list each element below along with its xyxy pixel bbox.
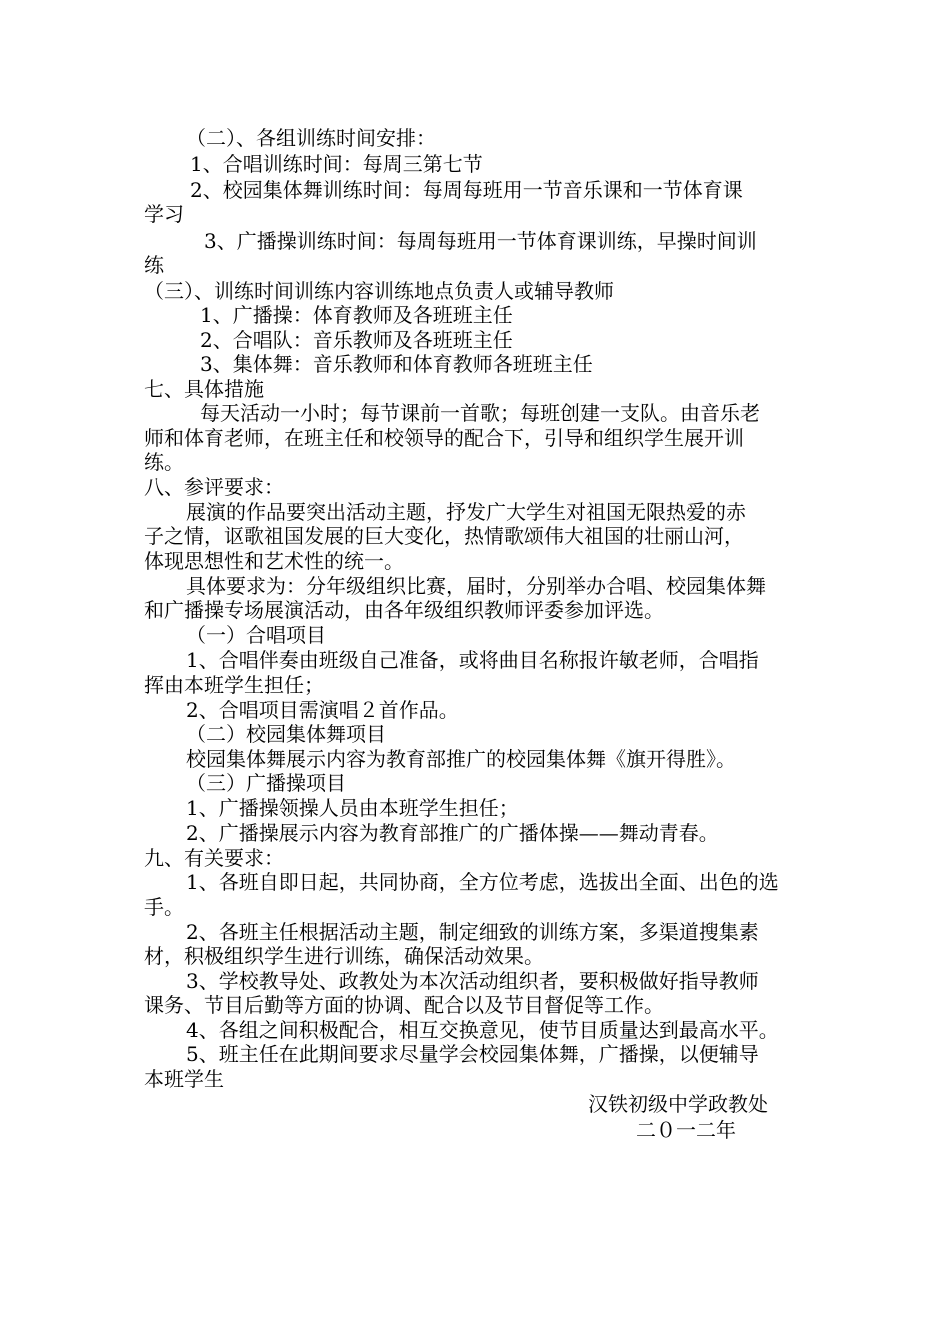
paragraph-line: 本班学生 <box>144 1067 224 1091</box>
paragraph-line: 手。 <box>144 895 184 919</box>
paragraph-line: 练 <box>144 253 164 277</box>
paragraph-line: 挥由本班学生担任； <box>144 673 324 697</box>
subsection-heading: （三）广播操项目 <box>186 771 346 795</box>
paragraph-line: 1、广播操：体育教师及各班班主任 <box>200 303 513 327</box>
paragraph-line: 5、班主任在此期间要求尽量学会校园集体舞，广播操，以便辅导 <box>186 1042 759 1066</box>
paragraph-line: 2、合唱队：音乐教师及各班班主任 <box>200 328 513 352</box>
paragraph-line: 练。 <box>144 450 184 474</box>
signature-organization: 汉铁初级中学政教处 <box>588 1092 768 1116</box>
paragraph-line: 师和体育老师，在班主任和校领导的配合下，引导和组织学生展开训 <box>144 426 744 450</box>
paragraph-line: 展演的作品要突出活动主题，抒发广大学生对祖国无限热爱的赤 <box>186 500 746 524</box>
paragraph-line: 体现思想性和艺术性的统一。 <box>144 549 404 573</box>
signature-date: 二０一二年 <box>636 1118 736 1142</box>
paragraph-line: 3、广播操训练时间：每周每班用一节体育课训练，早操时间训 <box>204 229 757 253</box>
paragraph-line: 1、各班自即日起，共同协商，全方位考虑，选拔出全面、出色的选 <box>186 870 779 894</box>
paragraph-line: 和广播操专场展演活动，由各年级组织教师评委参加评选。 <box>144 598 664 622</box>
paragraph-line: 材，积极组织学生进行训练，确保活动效果。 <box>144 944 544 968</box>
section-heading: 七、具体措施 <box>144 377 264 401</box>
paragraph-line: 学习 <box>144 202 184 226</box>
paragraph-line: 1、合唱训练时间：每周三第七节 <box>190 152 483 176</box>
paragraph-line: 子之情，讴歌祖国发展的巨大变化，热情歌颂伟大祖国的壮丽山河， <box>144 524 744 548</box>
paragraph-line: 3、学校教导处、政教处为本次活动组织者，要积极做好指导教师 <box>186 969 759 993</box>
section-heading: 九、有关要求： <box>144 846 284 870</box>
paragraph-line: 2、各班主任根据活动主题，制定细致的训练方案，多渠道搜集素 <box>186 920 759 944</box>
paragraph-line: 每天活动一小时；每节课前一首歌；每班创建一支队。由音乐老 <box>200 401 760 425</box>
paragraph-line: 1、广播操领操人员由本班学生担任； <box>186 796 519 820</box>
paragraph-line: 3、集体舞：音乐教师和体育教师各班班主任 <box>200 352 593 376</box>
paragraph-line: 校园集体舞展示内容为教育部推广的校园集体舞《旗开得胜》。 <box>186 747 736 771</box>
section-heading: （二）、各组训练时间安排： <box>186 126 436 150</box>
paragraph-line: 2、广播操展示内容为教育部推广的广播体操——舞动青春。 <box>186 821 719 845</box>
paragraph-line: 2、合唱项目需演唱２首作品。 <box>186 698 459 722</box>
section-heading: 八、参评要求： <box>144 475 284 499</box>
paragraph-line: 4、各组之间积极配合，相互交换意见，使节目质量达到最高水平。 <box>186 1018 779 1042</box>
paragraph-line: 具体要求为：分年级组织比赛，届时，分别举办合唱、校园集体舞 <box>186 574 766 598</box>
paragraph-line: 课务、节目后勤等方面的协调、配合以及节目督促等工作。 <box>144 993 664 1017</box>
paragraph-line: 1、合唱伴奏由班级自己准备，或将曲目名称报许敏老师，合唱指 <box>186 648 759 672</box>
section-heading: （三）、训练时间训练内容训练地点负责人或辅导教师 <box>144 279 614 303</box>
paragraph-line: 2、校园集体舞训练时间：每周每班用一节音乐课和一节体育课 <box>190 178 743 202</box>
subsection-heading: （二）校园集体舞项目 <box>186 722 386 746</box>
subsection-heading: （一）合唱项目 <box>186 623 326 647</box>
